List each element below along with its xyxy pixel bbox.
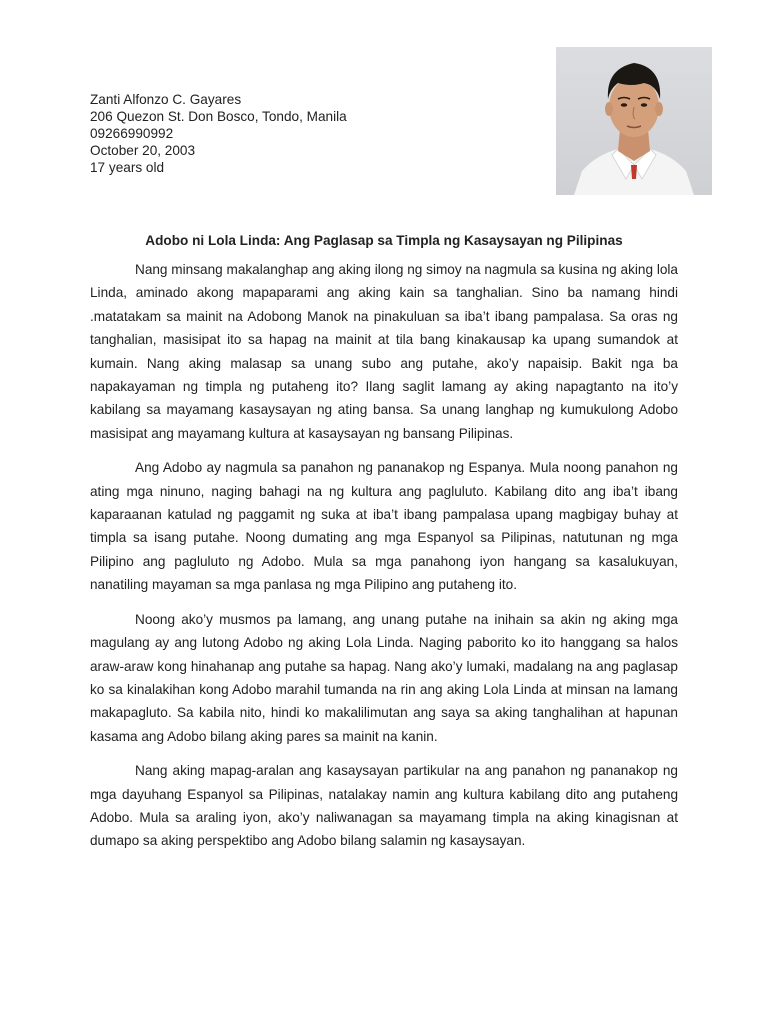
author-name: Zanti Alfonzo C. Gayares: [90, 92, 242, 107]
paragraph-1: Nang minsang makalanghap ang aking ilong ng simoy na nagmula sa kusina ng aking lola Linda, aminado akong mapaparami ang aking kain sa tanghalian. Sino ba namang hindi .matatakam sa mainit na Adobong Manok na pinakuluan sa iba’t ibang pampalasa. Sa oras ng tanghalian, masisipat ito sa hapag na mainit at tila bang kinakausap ka upang sumandok at kumain. Nang aking malasap sa unang subo ang putahe, ako’y napaisip. Bakit nga ba napakayaman ng timpla ng putaheng ito? Ilang saglit lamang ay aking napagtanto na ito’y kabilang sa mayamang kasaysayan ng ating bansa. Sa unang langhap ng kumukulong Adobo masisipat ang mayamang kultura at kasaysayan ng bansang Pilipinas.: [90, 262, 678, 441]
paragraph-4: Nang aking mapag-aralan ang kasaysayan partikular na ang panahon ng pananakop ng mga dayuhang Espanyol sa Pilipinas, natalakay namin ang kultura kabilang dito ang putaheng Adobo. Mula sa araling iyon, ako’y naliwanagan sa mayamang timpla na aking kinagisnan at dumapo sa aking perspektibo ang Adobo bilang salamin ng kasaysayan.: [90, 763, 678, 849]
author-photo: [556, 47, 712, 195]
author-phone: 09266990992: [90, 126, 174, 141]
paragraph-2: Ang Adobo ay nagmula sa panahon ng pananakop ng Espanya. Mula noong panahon ng ating mga ninuno, naging bahagi na ng kultura ang pagluluto. Kabilang dito ang iba’t ibang kaparaanan katulad ng paggamit ng suka at iba’t ibang pampalasa upang magbigay buhay at timpla sa isang putahe. Noong dumating ang mga Espanyol sa Pilipinas, natutunan ng mga Pilipino ang pagluluto ng Adobo. Mula sa mga panahong iyon hangang sa kasalukuyan, nanatiling mayaman sa mga panlasa ng mga Pilipino ang putaheng ito.: [90, 460, 678, 593]
paragraph-3: Noong ako’y musmos pa lamang, ang unang putahe na inihain sa akin ng aking mga magulang ay ang lutong Adobo ng aking Lola Linda. Naging paborito ko ito hanggang sa halos araw-araw kong hinahanap ang putahe sa hapag. Nang ako’y lumaki, madalang na ang paglasap ko sa kinalakihan kong Adobo marahil tumanda na rin ang aking Lola Linda at minsan na lamang makapagluto. Sa kabila nito, hindi ko makalilimutan ang saya sa aking tanghalihan at hapunan kasama ang Adobo bilang aking pares sa mainit na kanin.: [90, 611, 678, 744]
essay-title: Adobo ni Lola Linda: Ang Paglasap sa Timpla ng Kasaysayan ng Pilipinas: [145, 233, 623, 248]
author-birthdate: October 20, 2003: [90, 143, 196, 158]
author-address: 206 Quezon St. Don Bosco, Tondo, Manila: [90, 109, 347, 124]
author-info: [90, 91, 347, 176]
essay-body: [90, 258, 678, 864]
author-age: 17 years old: [90, 160, 165, 175]
